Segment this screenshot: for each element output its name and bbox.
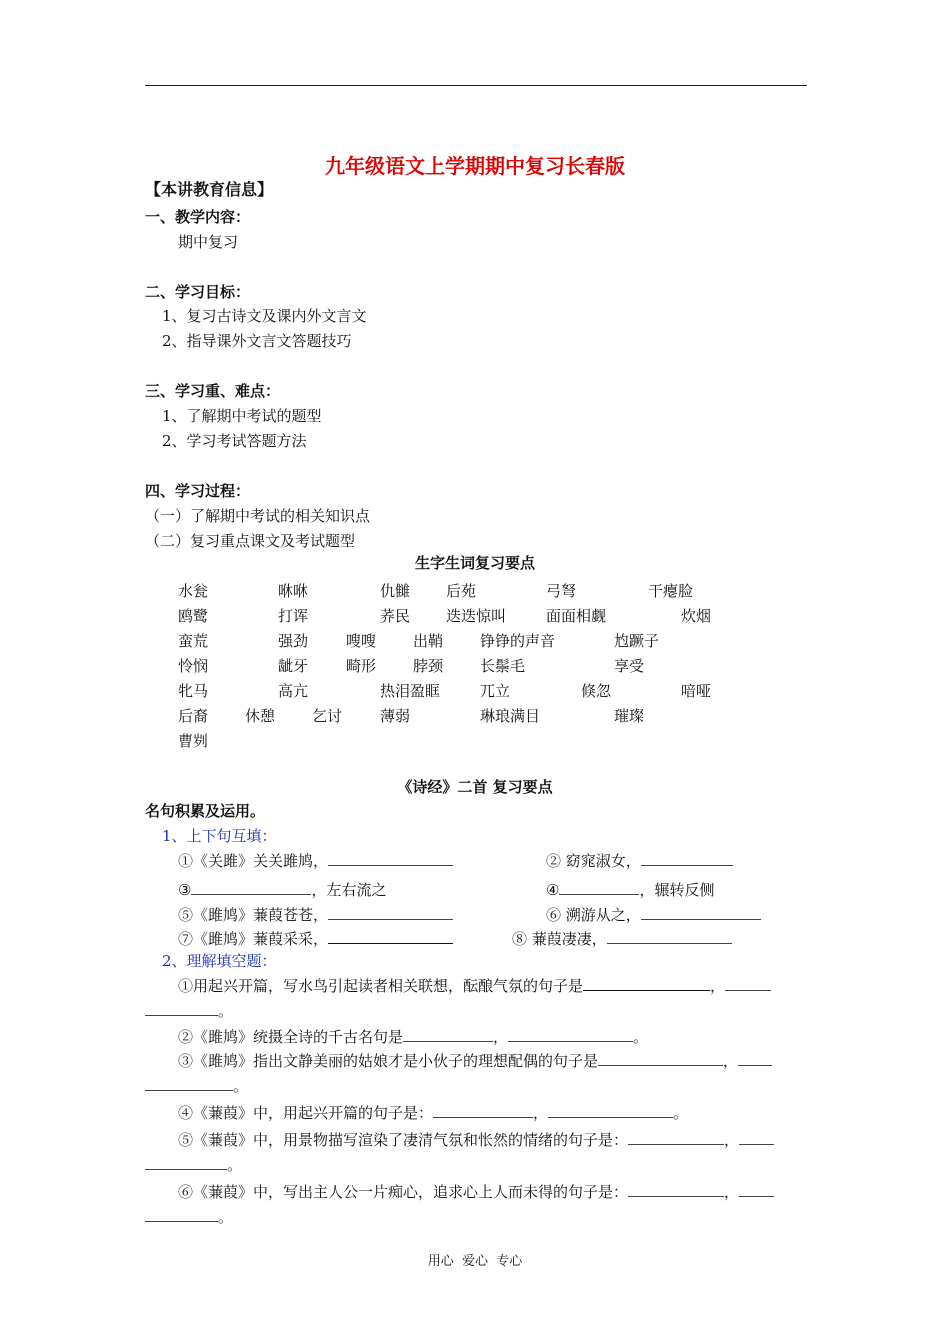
answer-blank[interactable] [145, 1001, 218, 1016]
comprehension-item-3-cont: 。 [145, 1075, 248, 1096]
answer-blank[interactable] [508, 1027, 633, 1042]
vocab-word: 蛮荒 [178, 632, 209, 650]
page-title: 九年级语文上学期期中复习长春版 [325, 154, 625, 178]
vocab-word: 后苑 [446, 582, 477, 600]
answer-blank[interactable] [145, 1076, 233, 1091]
vocab-word: 璀璨 [614, 707, 645, 725]
section-2-heading: 二、学习目标： [145, 283, 251, 301]
comprehension-item-5: ⑤《蒹葭》中，用景物描写渲染了凄清气氛和怅然的情绪的句子是： ， [178, 1129, 774, 1150]
answer-blank[interactable] [628, 1130, 724, 1145]
vocab-word: 出鞘 [413, 632, 444, 650]
vocab-word: 鸥鹭 [178, 607, 209, 625]
vocab-word: 炊烟 [681, 607, 712, 625]
section-1-heading: 一、教学内容： [145, 208, 251, 226]
answer-blank[interactable] [739, 1130, 774, 1145]
comprehension-item-6-cont: 。 [145, 1206, 233, 1227]
answer-blank[interactable] [598, 1051, 723, 1066]
answer-blank[interactable] [145, 1207, 218, 1222]
shijing-sub: 名句积累及运用。 [145, 802, 266, 820]
vocab-word: 荞民 [380, 607, 411, 625]
section-3-heading: 三、学习重、难点： [145, 382, 281, 400]
question-2-label: 2、理解填空题： [162, 952, 277, 970]
vocab-word: 倏忽 [581, 682, 612, 700]
comprehension-item-2: ②《雎鸠》统摄全诗的千古名句是 ， 。 [178, 1028, 649, 1046]
answer-blank[interactable] [548, 1103, 673, 1118]
page-footer: 用心 爱心 专心 [427, 1254, 523, 1269]
section-4-heading: 四、学习过程： [145, 482, 251, 500]
vocab-word: 咻咻 [278, 582, 309, 600]
answer-blank[interactable] [739, 1182, 774, 1197]
vocab-word: 打诨 [278, 607, 309, 625]
answer-blank[interactable] [328, 851, 453, 866]
comprehension-item-4: ④《蒹葭》中，用起兴开篇的句子是： ， 。 [178, 1104, 689, 1122]
info-heading: 【本讲教育信息】 [145, 180, 274, 199]
section-3-item: 1、了解期中考试的题型 [162, 407, 322, 425]
vocab-word: 牝马 [178, 682, 209, 700]
comprehension-item-1: ①用起兴开篇，写水鸟引起读者相关联想，酝酿气氛的句子是 ， [178, 975, 771, 996]
header-rule [145, 85, 807, 86]
vocab-word: 乞讨 [312, 707, 343, 725]
vocab-word: 尥蹶子 [614, 632, 660, 650]
vocab-word: 龇牙 [278, 657, 309, 675]
vocab-word: 面面相觑 [546, 607, 607, 625]
section-2-item: 2、指导课外文言文答题技巧 [162, 332, 352, 350]
vocab-word: 脖颈 [413, 657, 444, 675]
vocab-word: 喑哑 [681, 682, 712, 700]
vocab-word: 长鬃毛 [480, 657, 526, 675]
fill-item-8: ⑧ 蒹葭凄凄， [512, 928, 732, 949]
vocab-word: 迭迭惊叫 [446, 607, 507, 625]
answer-blank[interactable] [145, 1155, 227, 1170]
vocab-word: 弓弩 [546, 582, 577, 600]
vocab-word: 怜悯 [178, 657, 209, 675]
comprehension-item-1-cont: 。 [145, 1000, 233, 1021]
vocab-word: 琳琅满目 [480, 707, 541, 725]
vocab-word: 畸形 [346, 657, 377, 675]
answer-blank[interactable] [191, 880, 311, 895]
section-1-content: 期中复习 [178, 233, 239, 251]
section-2-item: 1、复习古诗文及课内外文言文 [162, 307, 367, 325]
vocab-word: 干瘪脸 [648, 582, 694, 600]
answer-blank[interactable] [583, 976, 710, 991]
answer-blank[interactable] [433, 1103, 533, 1118]
answer-blank[interactable] [403, 1027, 493, 1042]
fill-item-3: ③ ，左右流之 [178, 881, 387, 899]
answer-blank[interactable] [641, 905, 761, 920]
answer-blank[interactable] [641, 851, 733, 866]
vocab-word: 热泪盈眶 [380, 682, 441, 700]
vocab-word: 嗖嗖 [346, 632, 377, 650]
answer-blank[interactable] [628, 1182, 724, 1197]
vocab-word: 仇雠 [380, 582, 411, 600]
vocab-word: 强劲 [278, 632, 309, 650]
vocab-word: 享受 [614, 657, 645, 675]
answer-blank[interactable] [328, 905, 453, 920]
fill-item-6: ⑥ 溯游从之， [546, 904, 761, 925]
fill-item-5: ⑤《雎鸠》蒹葭苍苍， [178, 904, 453, 925]
answer-blank[interactable] [559, 880, 639, 895]
fill-item-2: ② 窈窕淑女， [546, 850, 733, 871]
section-3-item: 2、学习考试答题方法 [162, 432, 307, 450]
fill-item-4: ④ ，辗转反侧 [546, 881, 715, 899]
comprehension-item-5-cont: 。 [145, 1154, 242, 1175]
vocab-heading: 生字生词复习要点 [414, 554, 535, 572]
vocab-word: 高亢 [278, 682, 309, 700]
shijing-heading: 《诗经》二首 复习要点 [397, 778, 553, 796]
vocab-word: 曹刿 [178, 732, 209, 750]
fill-item-7: ⑦《雎鸠》蒹葭采采， [178, 928, 453, 949]
vocab-word: 后裔 [178, 707, 209, 725]
vocab-word: 休憩 [245, 707, 276, 725]
question-1-label: 1、上下句互填： [162, 827, 277, 845]
vocab-word: 兀立 [480, 682, 511, 700]
comprehension-item-6: ⑥《蒹葭》中，写出主人公一片痴心，追求心上人而未得的句子是： ， [178, 1181, 774, 1202]
answer-blank[interactable] [725, 976, 771, 991]
vocab-word: 薄弱 [380, 707, 411, 725]
comprehension-item-3: ③《雎鸠》指出文静美丽的姑娘才是小伙子的理想配偶的句子是 ， [178, 1050, 772, 1071]
vocab-word: 水瓮 [178, 582, 209, 600]
answer-blank[interactable] [328, 929, 453, 944]
section-4-item: （一）了解期中考试的相关知识点 [145, 507, 371, 525]
answer-blank[interactable] [607, 929, 732, 944]
vocab-word: 铮铮的声音 [480, 632, 556, 650]
fill-item-1: ①《关雎》关关雎鸠， [178, 850, 453, 871]
section-4-item: （二）复习重点课文及考试题型 [145, 532, 356, 550]
answer-blank[interactable] [738, 1051, 772, 1066]
